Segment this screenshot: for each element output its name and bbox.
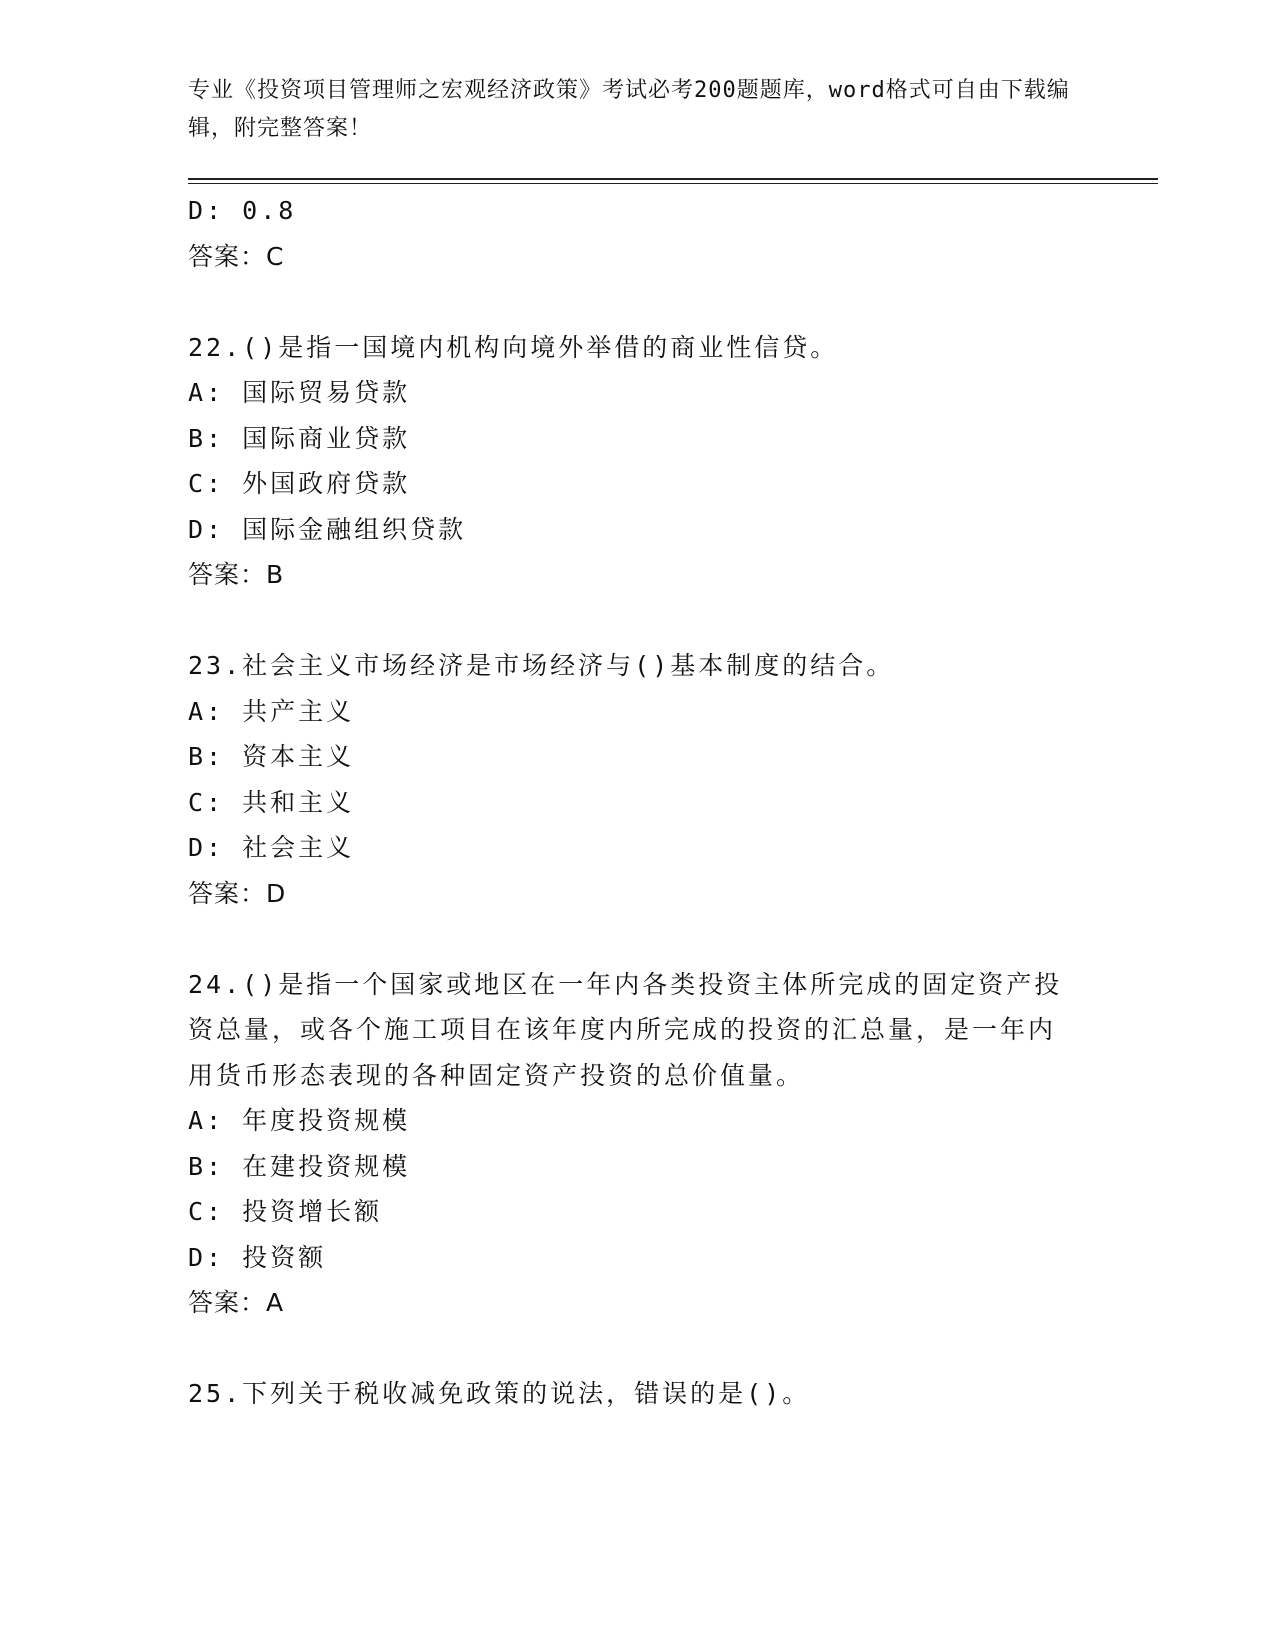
- prev-option-d: D: 0.8: [188, 196, 297, 225]
- spacer: [188, 916, 1078, 962]
- spacer: [188, 598, 1078, 644]
- question-list: [188, 188, 1078, 1417]
- answer: 答案：B: [188, 560, 285, 589]
- question-stem: 24.()是指一个国家或地区在一年内各类投资主体所完成的固定资产投资总量，或各个施工项目在该年度内所完成的投资的汇总量，是一年内用货币形态表现的各种固定资产投资的总价值量。: [188, 969, 1063, 1090]
- option-c: C: 投资增长额: [188, 1197, 383, 1226]
- header-divider-thin: [188, 183, 1158, 184]
- question-stem: 23.社会主义市场经济是市场经济与()基本制度的结合。: [188, 651, 895, 680]
- option-a: A: 共产主义: [188, 696, 355, 726]
- option-d: D: 社会主义: [188, 833, 355, 862]
- option-a: A: 国际贸易贷款: [188, 378, 411, 407]
- header-divider-thick: [188, 178, 1158, 180]
- answer: 答案：A: [188, 1288, 285, 1317]
- answer: 答案：D: [188, 878, 287, 908]
- option-a: A: 年度投资规模: [188, 1106, 411, 1135]
- document-header: 专业《投资项目管理师之宏观经济政策》考试必考200题题库，word格式可自由下载编辑，附完整答案！: [188, 78, 1070, 141]
- option-d: D: 投资额: [188, 1242, 327, 1272]
- option-c: C: 共和主义: [188, 787, 355, 817]
- question-25: [188, 1371, 1078, 1417]
- question-23: [188, 643, 1078, 916]
- question-stem: 22.()是指一国境内机构向境外举借的商业性信贷。: [188, 332, 839, 362]
- spacer: [188, 279, 1078, 325]
- option-c: C: 外国政府贷款: [188, 469, 411, 498]
- question-24: [188, 962, 1078, 1326]
- question-22: [188, 325, 1078, 598]
- prev-answer: 答案：C: [188, 241, 285, 271]
- option-b: B: 在建投资规模: [188, 1151, 411, 1181]
- option-b: B: 资本主义: [188, 742, 355, 771]
- option-b: B: 国际商业贷款: [188, 423, 411, 453]
- question-stem: 25.下列关于税收减免政策的说法，错误的是()。: [188, 1379, 811, 1408]
- spacer: [188, 1326, 1078, 1372]
- option-d: D: 国际金融组织贷款: [188, 514, 467, 544]
